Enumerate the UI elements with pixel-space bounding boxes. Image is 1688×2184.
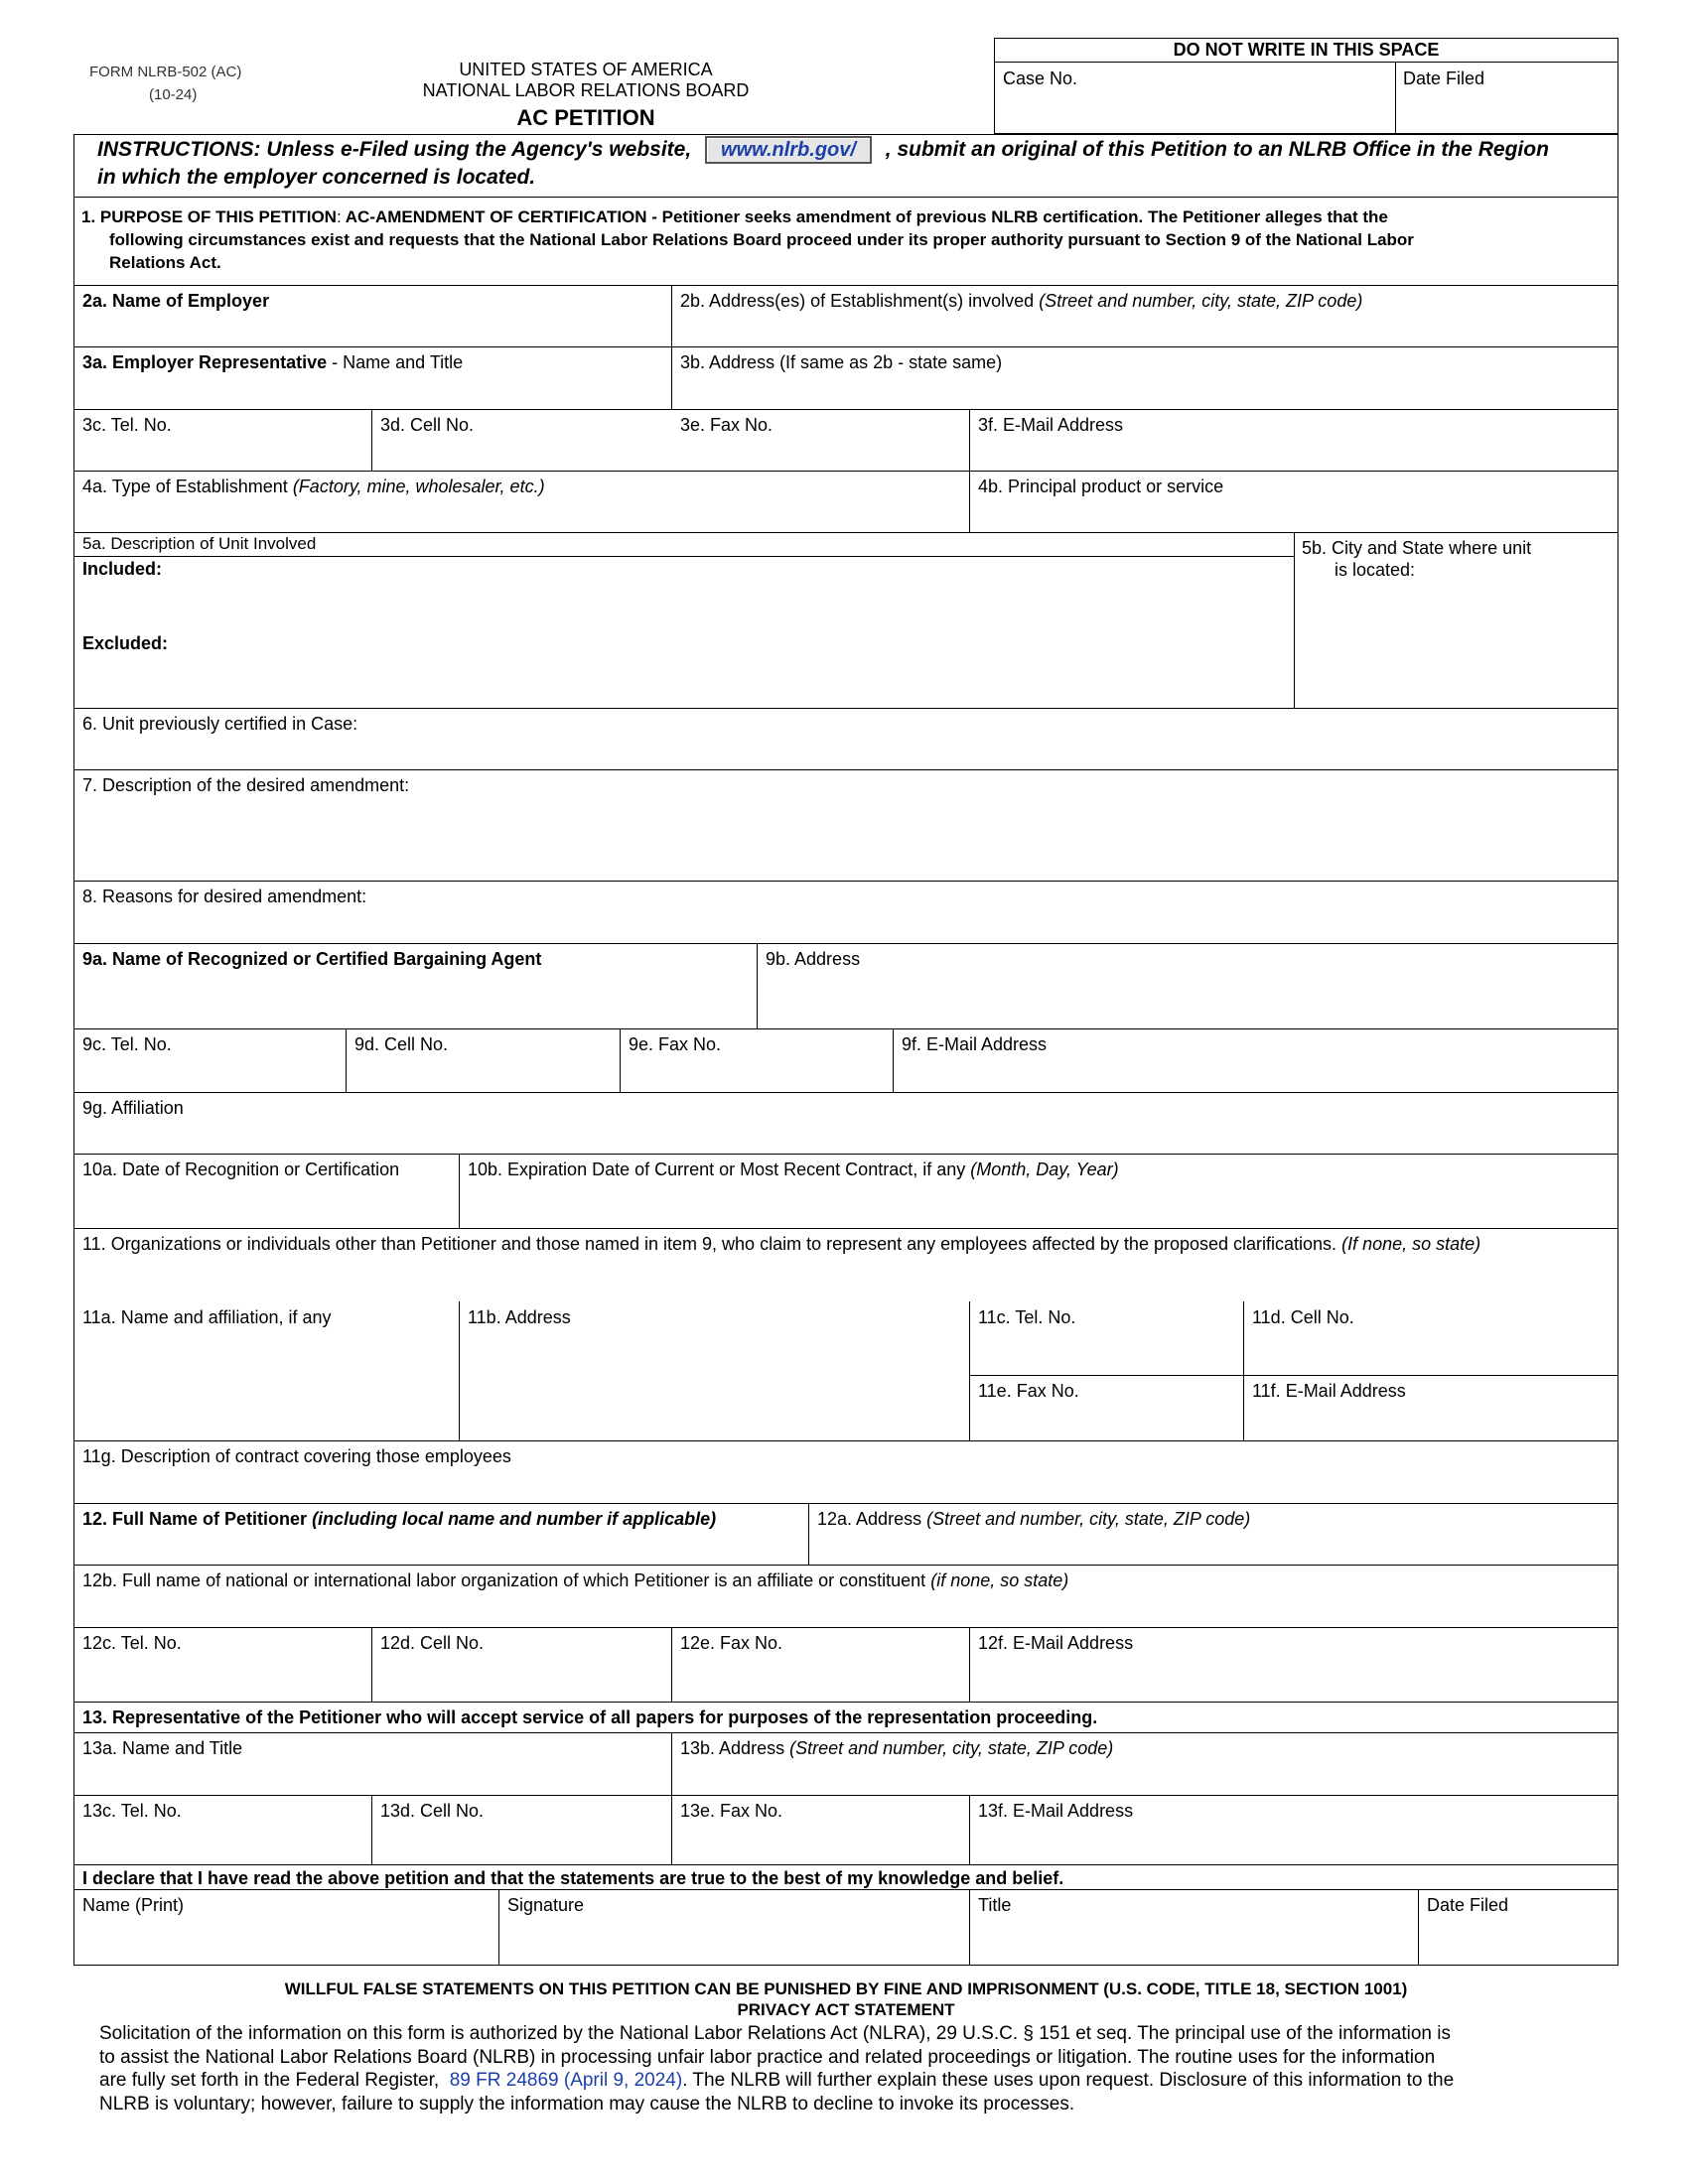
employer-cell-label: 3d. Cell No.: [380, 415, 475, 435]
privacy-act-title: PRIVACY ACT STATEMENT: [737, 2000, 955, 2019]
purpose-line-3: Relations Act.: [109, 253, 221, 272]
recognition-date-label: 10a. Date of Recognition or Certification: [82, 1160, 400, 1179]
employer-tel-label: 3c. Tel. No.: [82, 415, 172, 435]
purpose-label: PURPOSE OF THIS PETITION: [99, 207, 337, 226]
federal-register-link[interactable]: 89 FR 24869 (April 9, 2024): [449, 2070, 683, 2091]
agency-line-2: NATIONAL LABOR RELATIONS BOARD: [422, 80, 750, 100]
establishment-address-hint: (Street and number, city, state, ZIP code): [1039, 291, 1363, 311]
unit-city-state-line-1: 5b. City and State where unit: [1302, 538, 1532, 558]
agency-name: [382, 60, 789, 101]
establishment-type-label: 4a. Type of Establishment (Factory, mine, wholesaler, etc.): [82, 477, 545, 496]
petitioner-email-label: 12f. E-Mail Address: [978, 1633, 1134, 1653]
signer-title-label: Title: [978, 1895, 1012, 1915]
rep-address-hint: (Street and number, city, state, ZIP code): [789, 1738, 1114, 1758]
rep-name-label: 13a. Name and Title: [82, 1738, 243, 1758]
agent-cell-input[interactable]: [350, 1058, 616, 1088]
contract-expiration-hint: (Month, Day, Year): [970, 1160, 1119, 1179]
purpose-colon: :: [336, 207, 342, 226]
employer-name-input[interactable]: [77, 314, 667, 343]
petitioner-fax-input[interactable]: [675, 1658, 965, 1698]
form-title: AC PETITION: [516, 105, 655, 130]
other-address-input[interactable]: [463, 1332, 965, 1435]
case-no-label: Case No.: [1003, 68, 1078, 88]
employer-rep-address-input[interactable]: [675, 375, 1615, 405]
rep-fax-input[interactable]: [675, 1825, 965, 1860]
representative-heading: 13. Representative of the Petitioner who will accept service of all papers for purposes of the representation proceeding.: [82, 1707, 1098, 1727]
agent-address-input[interactable]: [761, 975, 1615, 1024]
rep-tel-input[interactable]: [77, 1825, 367, 1860]
agent-affiliation-input[interactable]: [77, 1121, 1615, 1151]
employer-tel-input[interactable]: [77, 438, 367, 468]
national-org-label: 12b. Full name of national or international labor organization of which Petitioner is an affiliate or constituent (if none, so state): [82, 1570, 1069, 1590]
establishment-type-hint: (Factory, mine, wholesaler, etc.): [292, 477, 545, 496]
contract-expiration-input[interactable]: [463, 1183, 1615, 1223]
petitioner-name-hint: (including local name and number if applicable): [312, 1509, 717, 1529]
rep-address-label: 13b. Address (Street and number, city, state, ZIP code): [680, 1738, 1114, 1758]
other-name-label: 11a. Name and affiliation, if any: [82, 1307, 332, 1327]
contract-description-label: 11g. Description of contract covering those employees: [82, 1446, 511, 1466]
agent-affiliation-label: 9g. Affiliation: [82, 1098, 184, 1118]
employer-cell-input[interactable]: [375, 438, 667, 468]
agent-email-input[interactable]: [897, 1058, 1615, 1088]
other-name-input[interactable]: [77, 1332, 455, 1435]
instructions-post: , submit an original of this Petition to an NLRB Office in the Region: [885, 138, 1549, 161]
rep-cell-label: 13d. Cell No.: [380, 1801, 485, 1821]
bargaining-agent-input[interactable]: [77, 975, 753, 1024]
amendment-reasons-input[interactable]: [77, 909, 1615, 939]
signer-name-label: Name (Print): [82, 1895, 185, 1915]
petitioner-email-input[interactable]: [973, 1658, 1615, 1698]
purpose-section: [81, 205, 1616, 274]
petitioner-address-input[interactable]: [812, 1532, 1615, 1562]
employer-fax-input[interactable]: [675, 438, 965, 468]
petitioner-cell-input[interactable]: [375, 1658, 667, 1698]
petitioner-name-input[interactable]: [77, 1532, 804, 1562]
agent-address-label: 9b. Address: [766, 949, 861, 969]
contract-description-input[interactable]: [77, 1469, 1615, 1499]
amendment-description-input[interactable]: [77, 800, 1615, 876]
office-use-box: [994, 38, 1618, 134]
other-cell-input[interactable]: [1247, 1332, 1615, 1370]
office-use-title: DO NOT WRITE IN THIS SPACE: [995, 39, 1618, 63]
privacy-line-2: to assist the National Labor Relations Board (NLRB) in processing unfair labor practice and related proceedings or litigation. The routine uses for the information: [99, 2046, 1436, 2068]
other-cell-label: 11d. Cell No.: [1252, 1307, 1354, 1327]
signed-date-label: Date Filed: [1427, 1895, 1509, 1915]
purpose-line-2: following circumstances exist and requests that the National Labor Relations Board proceed under its proper authority pursuant to Section 9 of the National Labor: [109, 230, 1414, 249]
rep-tel-label: 13c. Tel. No.: [82, 1801, 182, 1821]
bargaining-agent-label: 9a. Name of Recognized or Certified Bargaining Agent: [82, 949, 542, 969]
contract-expiration-label: 10b. Expiration Date of Current or Most Recent Contract, if any (Month, Day, Year): [468, 1160, 1119, 1179]
signature-label: Signature: [507, 1895, 585, 1915]
signed-date-input[interactable]: [1422, 1920, 1615, 1962]
employer-rep-label: 3a. Employer Representative - Name and Title: [82, 352, 464, 372]
purpose-line-1: [81, 205, 1616, 228]
establishment-address-input[interactable]: [675, 314, 1615, 343]
agent-fax-label: 9e. Fax No.: [629, 1034, 722, 1054]
signer-title-input[interactable]: [973, 1920, 1414, 1962]
petitioner-address-hint: (Street and number, city, state, ZIP code): [926, 1509, 1251, 1529]
petitioner-name-label: 12. Full Name of Petitioner (including local name and number if applicable): [82, 1509, 717, 1529]
excluded-label: Excluded:: [82, 633, 169, 653]
employer-rep-address-label: 3b. Address (If same as 2b - state same): [680, 352, 1003, 372]
instructions-line-2: in which the employer concerned is located.: [97, 166, 536, 189]
employer-name-label: 2a. Name of Employer: [82, 291, 270, 311]
petitioner-cell-label: 12d. Cell No.: [380, 1633, 485, 1653]
privacy-line-1: Solicitation of the information on this form is authorized by the National Labor Relations Act (NLRA), 29 U.S.C. § 151 et seq. The principal use of the information is: [99, 2023, 1451, 2044]
employer-fax-label: 3e. Fax No.: [680, 415, 774, 435]
employer-email-label: 3f. E-Mail Address: [978, 415, 1124, 435]
privacy-line-4: NLRB is voluntary; however, failure to supply the information may cause the NLRB to decline to invoke its processes.: [99, 2093, 1075, 2115]
employer-email-input[interactable]: [973, 438, 1615, 468]
unit-city-state-input[interactable]: [1298, 588, 1615, 703]
agency-line-1: UNITED STATES OF AMERICA: [459, 60, 713, 79]
agent-cell-label: 9d. Cell No.: [354, 1034, 449, 1054]
rep-cell-input[interactable]: [375, 1825, 667, 1860]
petitioner-tel-label: 12c. Tel. No.: [82, 1633, 182, 1653]
rep-address-input[interactable]: [675, 1761, 1615, 1791]
privacy-line-3: are fully set forth in the Federal Register, 89 FR 24869 (April 9, 2024). The NLRB will further explain these uses upon request. Disclosure of this information to the: [99, 2070, 1455, 2091]
purpose-text-1: AC-AMENDMENT OF CERTIFICATION - Petitioner seeks amendment of previous NLRB certification. The Petitioner alleges that the: [345, 207, 1388, 226]
petitioner-fax-label: 12e. Fax No.: [680, 1633, 783, 1653]
other-tel-input[interactable]: [973, 1332, 1239, 1370]
unit-city-state-label: [1302, 537, 1531, 581]
unit-description-label: 5a. Description of Unit Involved: [82, 534, 317, 553]
other-claimants-input[interactable]: [77, 1259, 1615, 1297]
rep-email-input[interactable]: [973, 1825, 1615, 1860]
agent-tel-label: 9c. Tel. No.: [82, 1034, 172, 1054]
nlrb-website-link[interactable]: www.nlrb.gov/: [705, 136, 872, 164]
privacy-act-statement: [99, 2022, 1609, 2116]
recognition-date-input[interactable]: [77, 1183, 455, 1223]
included-label: Included:: [82, 559, 162, 579]
declaration-text: I declare that I have read the above petition and that the statements are true to the best of my knowledge and belief.: [82, 1868, 1064, 1888]
other-fax-input[interactable]: [973, 1404, 1239, 1437]
establishment-address-label: 2b. Address(es) of Establishment(s) involved (Street and number, city, state, ZIP code): [680, 291, 1363, 311]
petitioner-address-label: 12a. Address (Street and number, city, state, ZIP code): [817, 1509, 1251, 1529]
other-email-input[interactable]: [1247, 1404, 1615, 1437]
rep-email-label: 13f. E-Mail Address: [978, 1801, 1134, 1821]
petitioner-tel-input[interactable]: [77, 1658, 367, 1698]
agent-email-label: 9f. E-Mail Address: [902, 1034, 1048, 1054]
form-revision: (10-24): [149, 86, 198, 103]
other-address-label: 11b. Address: [468, 1307, 571, 1327]
amendment-reasons-label: 8. Reasons for desired amendment:: [82, 887, 367, 906]
purpose-number: 1.: [81, 207, 96, 226]
other-claimants-label: 11. Organizations or individuals other than Petitioner and those named in item 9, who claim to represent any employees affected by the proposed clarifications. (If none, so state): [82, 1234, 1481, 1254]
agent-tel-input[interactable]: [77, 1058, 342, 1088]
instructions: [97, 136, 1612, 192]
principal-product-label: 4b. Principal product or service: [978, 477, 1224, 496]
false-statement-warning: WILLFUL FALSE STATEMENTS ON THIS PETITION CAN BE PUNISHED BY FINE AND IMPRISONMENT (U.S. CODE, TITLE 18, SECTION 1001): [284, 1979, 1408, 1998]
employer-rep-input[interactable]: [77, 375, 667, 405]
other-claimants-hint: (If none, so state): [1341, 1234, 1481, 1254]
national-org-input[interactable]: [77, 1593, 1615, 1623]
excluded-input[interactable]: [77, 659, 1289, 703]
instructions-line-1: [97, 136, 1612, 164]
amendment-description-label: 7. Description of the desired amendment:: [82, 775, 410, 795]
prev-certified-case-label: 6. Unit previously certified in Case:: [82, 714, 358, 734]
other-tel-label: 11c. Tel. No.: [978, 1307, 1076, 1327]
signer-name-input[interactable]: [77, 1920, 494, 1962]
establishment-type-input[interactable]: [77, 499, 965, 529]
agent-fax-input[interactable]: [624, 1058, 889, 1088]
included-input[interactable]: [77, 584, 1289, 627]
rep-name-input[interactable]: [77, 1761, 667, 1791]
form-id: FORM NLRB-502 (AC): [89, 64, 242, 80]
instructions-pre: Unless e-Filed using the Agency's website,: [266, 138, 692, 161]
prev-certified-case-input[interactable]: [77, 737, 1615, 766]
unit-city-state-line-2: is located:: [1335, 560, 1416, 580]
principal-product-input[interactable]: [973, 499, 1615, 529]
date-filed-office-label: Date Filed: [1403, 68, 1485, 88]
other-email-label: 11f. E-Mail Address: [1252, 1381, 1406, 1401]
other-fax-label: 11e. Fax No.: [978, 1381, 1079, 1401]
signature-input[interactable]: [502, 1920, 965, 1962]
national-org-hint: (if none, so state): [930, 1570, 1069, 1590]
instructions-label: INSTRUCTIONS:: [97, 138, 261, 161]
rep-fax-label: 13e. Fax No.: [680, 1801, 783, 1821]
